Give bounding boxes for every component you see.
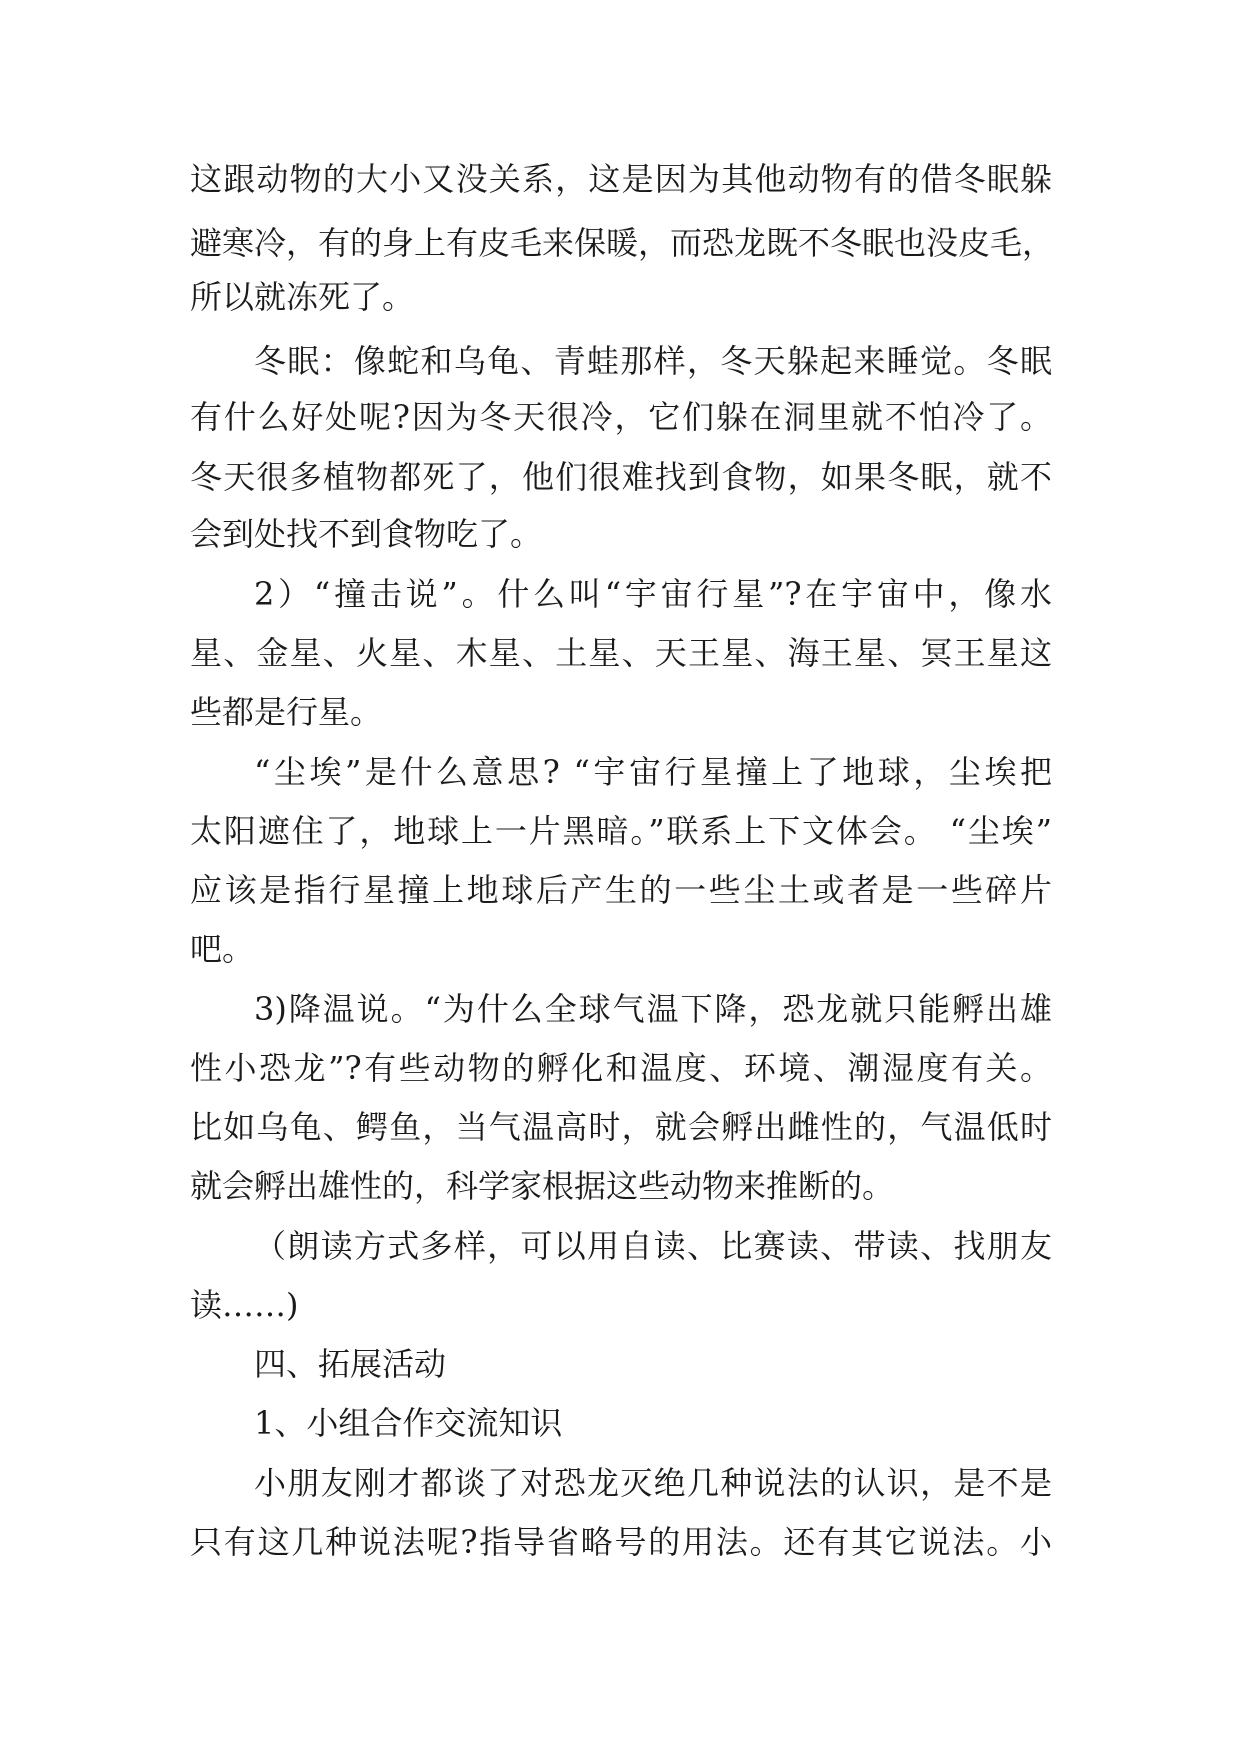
- text-line: 避寒冷，有的身上有皮毛来保暖，而恐龙既不冬眠也没皮毛，: [190, 224, 1055, 262]
- text-line: 比如乌龟、鳄鱼，当气温高时，就会孵出雌性的，气温低时: [190, 1108, 1052, 1146]
- text-line: 2）“撞击说”。什么叫“宇宙行星”?在宇宙中，像水: [254, 575, 1052, 613]
- text-line: 小朋友刚才都谈了对恐龙灭绝几种说法的认识，是不是: [254, 1464, 1052, 1502]
- text-line: 应该是指行星撞上地球后产生的一些尘土或者是一些碎片: [190, 871, 1052, 909]
- text-line: 些都是行星。: [190, 693, 383, 731]
- text-line: 3)降温说。“为什么全球气温下降，恐龙就只能孵出雄: [254, 990, 1052, 1028]
- text-line: 有什么好处呢?因为冬天很冷，它们躲在洞里就不怕冷了。: [190, 398, 1052, 436]
- text-line: 所以就冻死了。: [190, 278, 415, 316]
- text-line: 读……): [190, 1286, 299, 1324]
- text-line: 性小恐龙”?有些动物的孵化和温度、环境、潮湿度有关。: [190, 1049, 1052, 1087]
- text-line: 这跟动物的大小又没关系，这是因为其他动物有的借冬眠躲: [190, 160, 1052, 198]
- subsection-heading: 1、小组合作交流知识: [254, 1404, 563, 1442]
- text-line: 会到处找不到食物吃了。: [190, 515, 543, 553]
- text-line: 吧。: [190, 930, 255, 968]
- text-line: 只有这几种说法呢?指导省略号的用法。还有其它说法。小: [190, 1523, 1052, 1561]
- text-line: 太阳遮住了，地球上一片黑暗。”联系上下文体会。 “尘埃”: [190, 812, 1052, 850]
- text-line: 星、金星、火星、木星、土星、天王星、海王星、冥王星这: [190, 634, 1052, 672]
- text-line: 冬眠：像蛇和乌龟、青蛙那样，冬天躲起来睡觉。冬眠: [254, 342, 1052, 380]
- text-line: 就会孵出雄性的，科学家根据这些动物来推断的。: [190, 1167, 895, 1205]
- text-line: “尘埃”是什么意思? “宇宙行星撞上了地球，尘埃把: [254, 753, 1052, 791]
- text-line: 冬天很多植物都死了，他们很难找到食物，如果冬眠，就不: [190, 458, 1052, 496]
- section-heading: 四、拓展活动: [254, 1345, 447, 1383]
- text-line: （朗读方式多样，可以用自读、比赛读、带读、找朋友: [254, 1227, 1052, 1265]
